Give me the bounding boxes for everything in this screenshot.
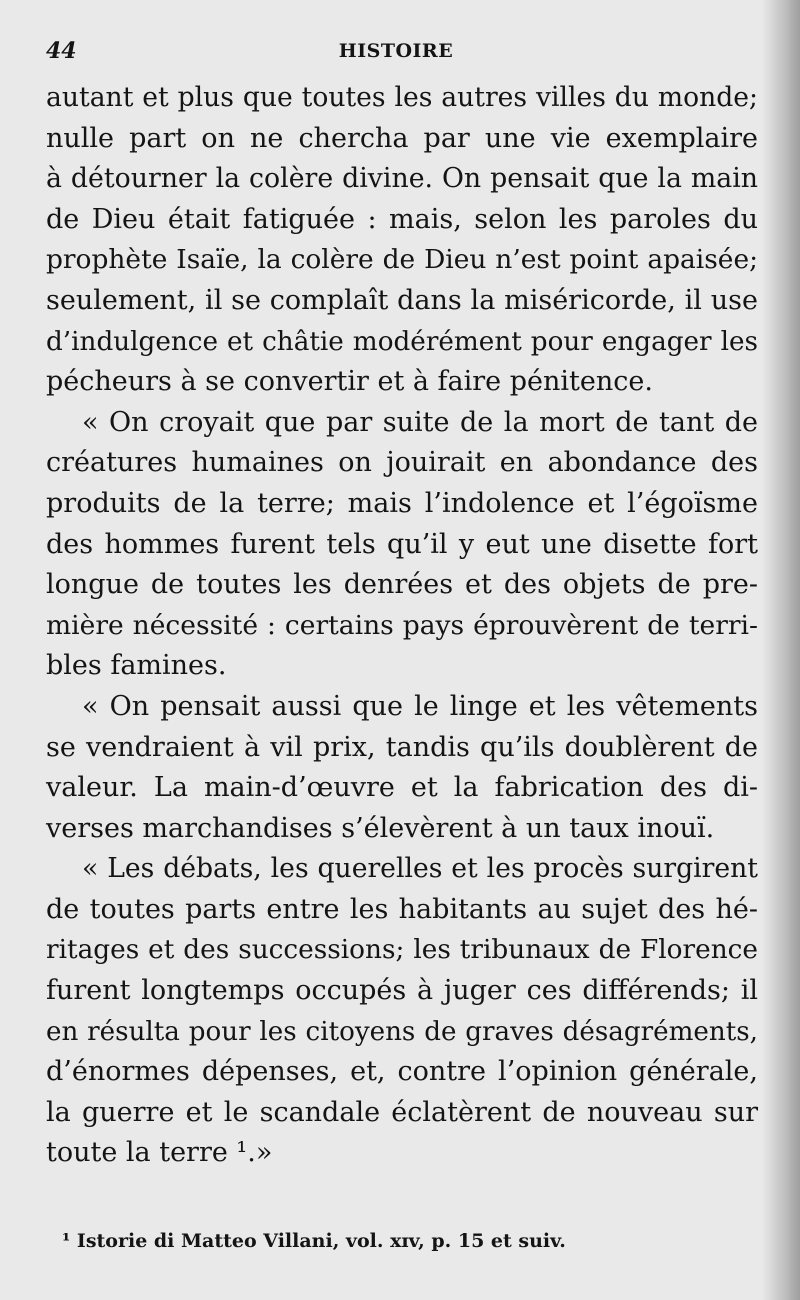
text-line: à détourner la colère divine. On pensait que la main (46, 163, 758, 195)
text-line: « On croyait que par suite de la mort de tant de (82, 406, 758, 438)
text-line: se vendraient à vil prix, tandis qu’ils doublèrent de (46, 731, 758, 763)
text-line: ritages et des successions; les tribunaux de Florence (46, 935, 758, 966)
text-line: nulle part on ne chercha par une vie exemplaire (46, 122, 758, 154)
page-number: 44 (46, 38, 77, 64)
footnote: ¹ Istorie di Matteo Villani, vol. xɪv, p. 15 et suiv. (62, 1230, 566, 1252)
text-line: furent longtemps occupés à juger ces différends; il (46, 975, 758, 1007)
text-line: des hommes furent tels qu’il y eut une disette fort (46, 528, 758, 560)
text-line: la guerre et le scandale éclatèrent de nouveau sur (46, 1096, 758, 1128)
text-line: de toutes parts entre les habitants au sujet des hé- (46, 893, 758, 925)
text-line: autant et plus que toutes les autres villes du monde; (46, 82, 758, 113)
text-line: toute la terre ¹.» (46, 1137, 273, 1169)
text-line: valeur. La main-d’œuvre et la fabrication des di- (46, 772, 758, 804)
text-line: prophète Isaïe, la colère de Dieu n’est point apaisée; (46, 244, 758, 276)
page-header (46, 38, 746, 74)
text-line: de Dieu était fatiguée : mais, selon les paroles du (46, 203, 758, 235)
text-line: produits de la terre; mais l’indolence et l’égoïsme (46, 487, 758, 519)
text-line: « Les débats, les querelles et les procès surgirent (82, 853, 758, 885)
text-line: bles famines. (46, 650, 227, 682)
body-text (46, 78, 758, 1174)
text-line: verses marchandises s’élevèrent à un taux inouï. (46, 812, 715, 844)
text-line: créatures humaines on jouirait en abondance des (46, 447, 758, 479)
text-line: d’indulgence et châtie modérément pour engager les (46, 326, 758, 357)
running-head: HISTOIRE (338, 40, 454, 62)
text-line: longue de toutes les denrées et des objets de pre- (46, 569, 758, 601)
text-line: pécheurs à se convertir et à faire pénitence. (46, 366, 653, 398)
text-line: « On pensait aussi que le linge et les vêtements (82, 690, 758, 722)
text-line: mière nécessité : certains pays éprouvèrent de terri- (46, 609, 758, 641)
text-line: en résulta pour les citoyens de graves désagréments, (46, 1016, 758, 1047)
text-line: seulement, il se complaît dans la miséricorde, il use (46, 284, 758, 316)
text-line: d’énormes dépenses, et, contre l’opinion générale, (46, 1056, 758, 1088)
